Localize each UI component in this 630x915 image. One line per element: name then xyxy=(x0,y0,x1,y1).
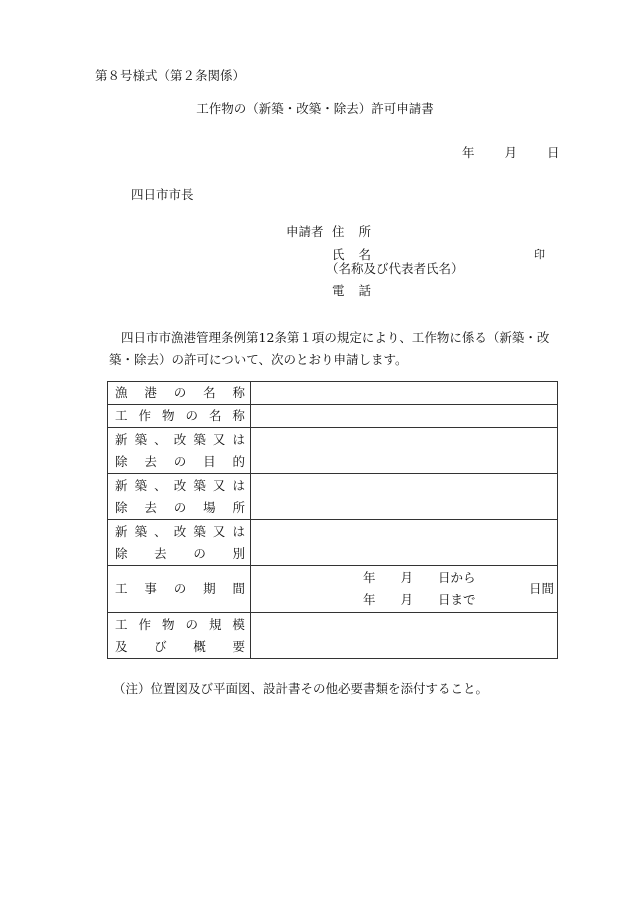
row-label-line: 除 去 の 目 的 xyxy=(115,453,245,469)
row-value-field[interactable] xyxy=(251,474,558,520)
period-days[interactable]: 日間 xyxy=(529,581,555,596)
form-number: 第８号様式（第２条関係） xyxy=(95,68,246,83)
row-label-line: 除 去 の 別 xyxy=(115,545,245,561)
row-label xyxy=(108,566,251,613)
table-row xyxy=(108,566,558,613)
row-label-line: 新 築 、 改 築 又 は xyxy=(115,477,245,493)
row-label-line: 除 去 の 場 所 xyxy=(115,499,245,515)
period-to[interactable]: 年 月 日まで xyxy=(363,592,476,607)
date-line xyxy=(462,145,560,161)
application-table xyxy=(107,381,558,659)
phone-label: 電話 xyxy=(332,283,386,298)
row-label xyxy=(108,382,251,405)
seal-mark: 印 xyxy=(534,248,545,261)
row-label-line: 工 作 物 の 名 称 xyxy=(115,408,245,423)
row-value-field[interactable] xyxy=(251,613,558,659)
row-label xyxy=(108,520,251,566)
name-note: （名称及び代表者氏名） xyxy=(326,261,464,276)
table-row xyxy=(108,382,558,405)
row-value-field[interactable] xyxy=(251,382,558,405)
table-row xyxy=(108,520,558,566)
row-value-field[interactable] xyxy=(251,428,558,474)
table-row xyxy=(108,613,558,659)
applicant-label: 申請者 xyxy=(286,224,324,239)
application-statement: 四日市市漁港管理条例第12条第１項の規定により、工作物に係る（新築・改築・除去）の許可について、次のとおり申請します。 xyxy=(109,330,550,367)
row-value-field[interactable] xyxy=(251,520,558,566)
date-day[interactable]: 日 xyxy=(547,145,560,160)
table-row xyxy=(108,428,558,474)
document-title: 工作物の（新築・改築・除去）許可申請書 xyxy=(196,101,434,116)
row-label-line: 工 作 物 の 規 模 xyxy=(115,616,245,632)
row-label-line: 漁 港 の 名 称 xyxy=(115,385,245,400)
period-box xyxy=(251,566,557,612)
row-label-line: 及 び 概 要 xyxy=(115,638,245,654)
row-label-line: 工 事 の 期 間 xyxy=(115,581,245,596)
address-label: 住所 xyxy=(332,224,386,239)
footnote: （注）位置図及び平面図、設計書その他必要書類を添付すること。 xyxy=(113,681,489,696)
row-label xyxy=(108,613,251,659)
row-label xyxy=(108,405,251,428)
row-label-line: 新 築 、 改 築 又 は xyxy=(115,431,245,447)
date-year[interactable]: 年 xyxy=(462,145,475,160)
row-label xyxy=(108,474,251,520)
period-from[interactable]: 年 月 日から xyxy=(363,570,476,585)
name-label: 氏名 xyxy=(332,247,386,262)
row-label-line: 新 築 、 改 築 又 は xyxy=(115,523,245,539)
row-value-field[interactable] xyxy=(251,566,558,613)
date-month[interactable]: 月 xyxy=(504,145,518,160)
row-value-field[interactable] xyxy=(251,405,558,428)
addressee: 四日市市長 xyxy=(131,187,194,202)
table-row xyxy=(108,405,558,428)
row-label xyxy=(108,428,251,474)
table-row xyxy=(108,474,558,520)
